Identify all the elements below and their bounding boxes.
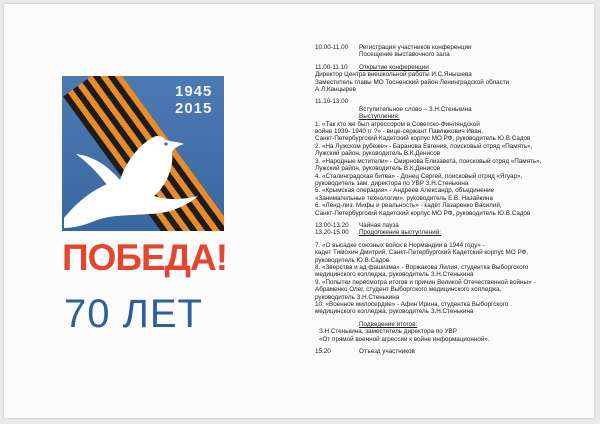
page-sheet <box>4 4 594 418</box>
speech-line: Санкт-Петербургский Кадетский корпус МО РФ, руководитель Ю.В.Садов <box>315 135 531 143</box>
speech-line: 6. «Ленд-лиз. Мифы и реальность» - кадет Лазаренко Василий, <box>315 202 502 210</box>
poster-title: ПОБЕДА! <box>62 237 228 278</box>
schedule-row <box>315 348 585 355</box>
victory-poster <box>62 76 224 231</box>
schedule-text: Регистрация участников конференции <box>359 44 472 51</box>
speech-line: «Занимательные технологии», руководитель Е.В. Назайкина <box>315 194 493 202</box>
speech-line: войне 1939- 1940 гг ?» - вице-сержант Павлюкович Иван, <box>315 128 483 136</box>
poster-year-end: 2015 <box>175 100 213 117</box>
speech-line: 2. «На Лужском рубеже» - Баранова Евгения, поисковый отряд «Память», <box>315 142 533 150</box>
poster-year-start: 1945 <box>175 83 213 100</box>
speech-line: руководитель Ю.В.Садов <box>315 256 390 264</box>
time-slot: 13.20-15.00 <box>315 229 349 237</box>
time-slot: 15.20 <box>315 348 331 356</box>
speech-line: Лужский район, руководитель В.К.Денисов <box>315 165 441 173</box>
speech-line: медицинского колледжа, руководитель З.Н.Стенькина <box>315 308 474 316</box>
section-heading: Продолжение выступлений: <box>359 229 442 237</box>
speech-line: 1. «Так кто же был агрессором в Советско-Финляндской <box>315 120 480 128</box>
schedule-text: Директор Центра внешкольной работы И.С.Янышева <box>315 71 472 79</box>
schedule-text: Заместитель главы МО Тосненский район Ленинградской области <box>315 78 510 86</box>
summary-line: «От прямой военной агрессии к войне информационной». <box>319 335 490 343</box>
speech-line: Абраменко Олег, студент Выборгского медицинского колледжа, <box>315 286 502 294</box>
schedule-row <box>315 229 585 236</box>
section-heading: Подведение итогов: <box>359 320 418 328</box>
summary-line: З.Н.Стенькина, заместитель директора по УВР <box>319 328 457 336</box>
poster-subtitle: 70 ЛЕТ <box>64 292 203 336</box>
schedule-text: Отъезд участников <box>359 348 415 356</box>
intro-text: Вступительное слово – З.Н.Стенькина <box>359 105 472 113</box>
speech-line: 5. «Крымская операция» - Андреев Александр, объединение <box>315 187 495 195</box>
dove-icon <box>62 76 224 231</box>
speech-line: Лужский район, руководитель В.К.Денисов <box>315 150 441 158</box>
schedule-text: А.Л.Канцырев <box>315 86 356 94</box>
time-slot: 10.00-11.00 <box>315 44 349 51</box>
section-heading: Выступления: <box>359 113 400 121</box>
schedule-row <box>315 222 585 229</box>
speech-line: Санкт-Петербургский Кадетский корпус МО РФ, руководитель Ю.В.Садов <box>315 209 531 217</box>
speech-line: 8. «Зверства и ад фашизма» - Воржакова Лилия, студентка Выборгского <box>315 263 529 271</box>
speech-line: руководитель зам. директора по УВР З.Н.Стенькина <box>315 179 469 187</box>
speech-line: 9. «Попытки пересмотра итогов и причин Великой Отечественной войны» - <box>315 278 536 286</box>
schedule-text: Чайная пауза <box>359 221 399 229</box>
schedule-text: Посещение выставочного зала <box>359 51 450 59</box>
time-slot: 11.00-11.10 <box>315 63 348 71</box>
section-heading: Открытие конференции <box>359 63 429 71</box>
conference-program <box>315 44 585 355</box>
schedule-row <box>315 44 585 51</box>
speech-line: руководитель З.Н.Стенькина <box>315 293 400 301</box>
speech-line: 3. «Народные мстители» - Смирнова Елизавета, поисковый отряд «Память», <box>315 157 542 165</box>
speech-line: 4. «Сталинградская битва» - Донец Сергей, поисковый отряд «Ягуар», <box>315 172 523 180</box>
speech-line: медицинского колледжа, руководитель З.Н.Стенькина <box>315 271 474 279</box>
time-slot: 11.10-13.00 <box>315 98 349 106</box>
speech-line: кадет Тимохин Дмитрий, Санкт-Петербургский Кадетский корпус МО РФ, <box>315 249 529 257</box>
speech-line: 7. «О высадке союзных войск в Нормандии в 1944 году» - <box>315 241 485 249</box>
speech-line: 10. «Военное милосердие» - Афин Ирина, студентка Выборгского <box>315 301 509 308</box>
time-slot: 13.00-13.20 <box>315 221 349 229</box>
